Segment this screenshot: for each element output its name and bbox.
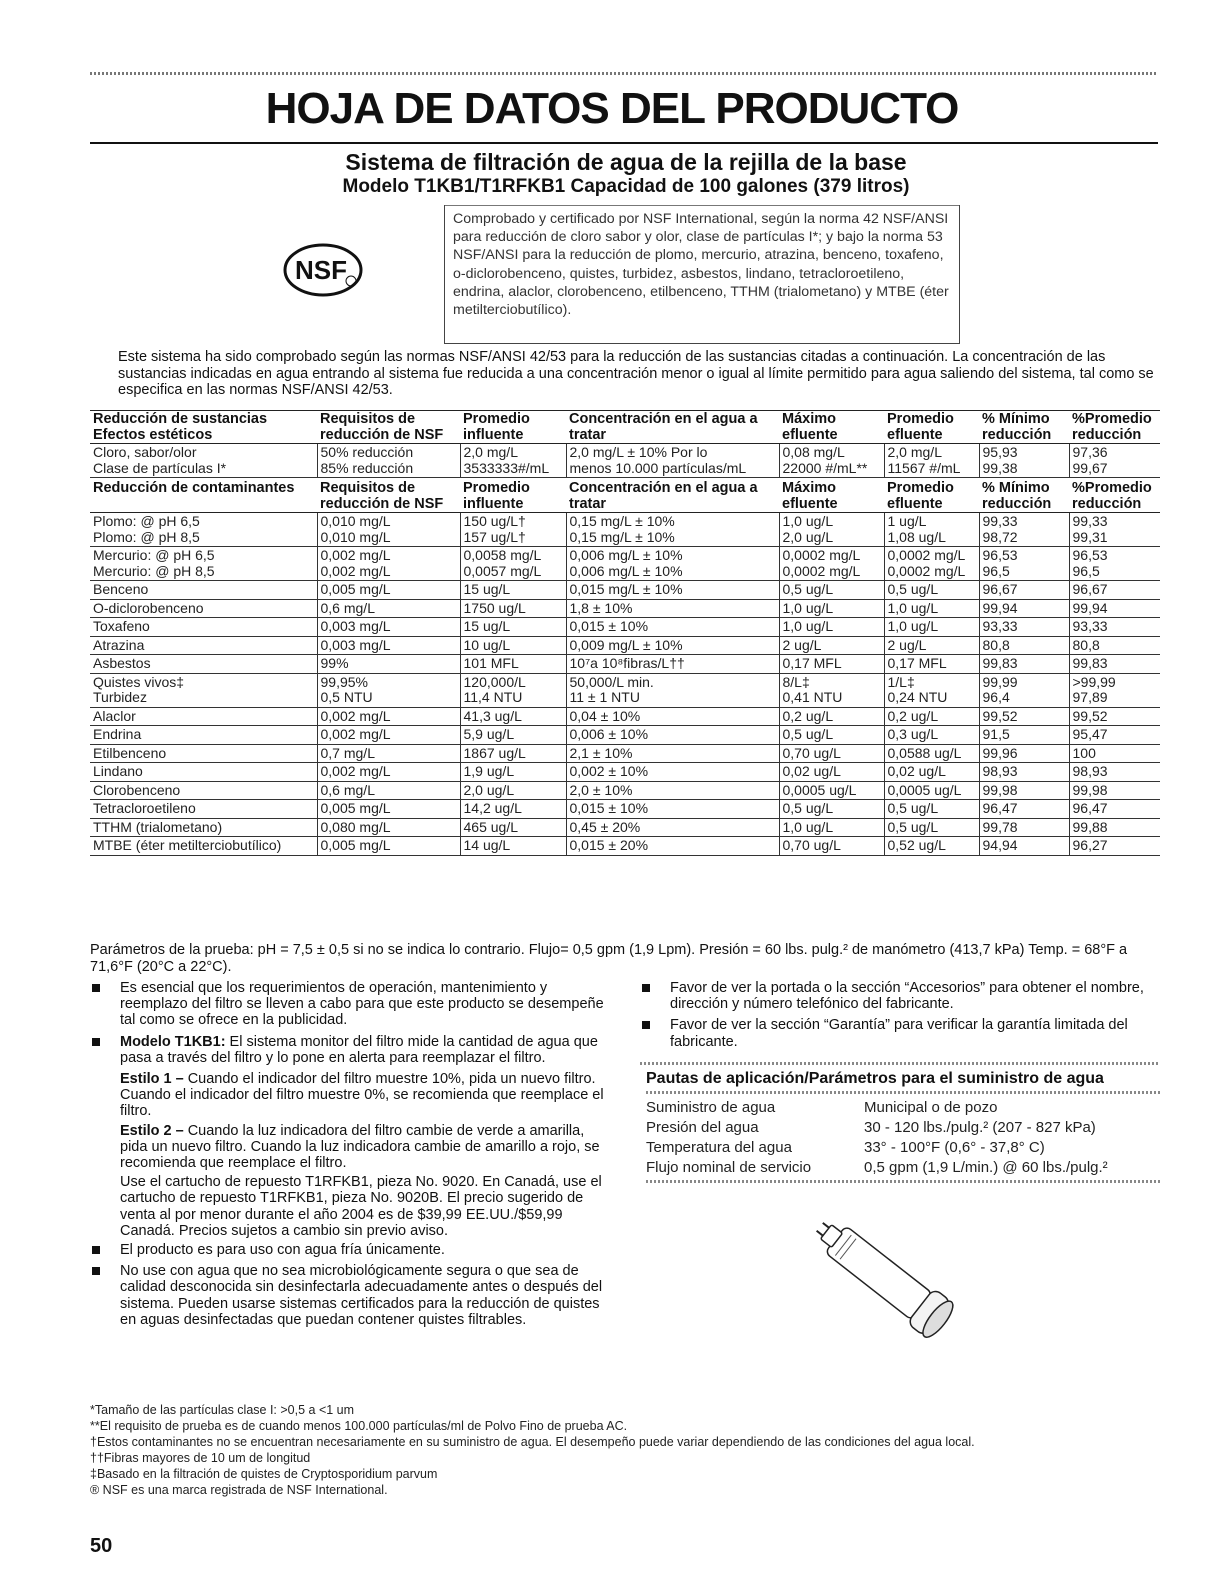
table-cell: Benceno (90, 581, 317, 600)
table-cell: 0,002 mg/L (317, 726, 460, 745)
table-cell: 96,53 96,5 (979, 547, 1069, 581)
table-row (90, 599, 1160, 618)
column-header: Promedio efluente (884, 411, 979, 444)
column-header: Promedio influente (460, 478, 566, 513)
table-cell: 0,2 ug/L (779, 707, 884, 726)
footnote: **El requisito de prueba es de cuando menos 100.000 partículas/ml de Polvo Fino de prueba AC. (90, 1419, 628, 1433)
table-cell: TTHM (trialometano) (90, 818, 317, 837)
table-cell: 0,2 ug/L (884, 707, 979, 726)
table-cell: 0,015 ± 10% (566, 618, 779, 637)
column-header: Promedio influente (460, 411, 566, 444)
column-header: %Promedio reducción (1069, 478, 1160, 513)
table-cell: 0,015 mg/L ± 10% (566, 581, 779, 600)
table-cell: 465 ug/L (460, 818, 566, 837)
table-cell: 14,2 ug/L (460, 800, 566, 819)
table-cell: Clorobenceno (90, 781, 317, 800)
certification-box: Comprobado y certificado por NSF International, según la norma 42 NSF/ANSI para reducción de cloro sabor y olor, clase de partículas I*; y bajo la norma 53 NSF/ANSI para la reducción de plomo, mercurio, atrazina, benceno, toxafeno, o-diclorobenceno, quistes, turbidez, asbestos, lindano, tetracloroetileno, endrina, alaclor, clorobenceno, etilbenceno, TTHM (trialometano) y MTBE (éter metilterciobutílico). (444, 205, 960, 344)
table-row (90, 513, 1160, 547)
table-cell: 1,0 ug/L (884, 599, 979, 618)
table-cell: 14 ug/L (460, 837, 566, 856)
guideline-label: Flujo nominal de servicio (646, 1159, 812, 1177)
column-header: Concentración en el agua a tratar (566, 478, 779, 513)
table-cell: 2 ug/L (884, 636, 979, 655)
table-row (90, 707, 1160, 726)
table-cell: Lindano (90, 763, 317, 782)
bullet-maintenance: Es esencial que los requerimientos de operación, mantenimiento y reemplazo del filtro se lleven a cabo para que este producto se desempeñe tal como se ofrece en la publicidad. (90, 980, 610, 1029)
bullet-warranty: Favor de ver la sección “Garantía” para verificar la garantía limitada del fabricante. (640, 1017, 1160, 1049)
table-cell: 0,5 ug/L (884, 581, 979, 600)
table-cell: 0,002 mg/L 0,002 mg/L (317, 547, 460, 581)
table-cell: MTBE (éter metilterciobutílico) (90, 837, 317, 856)
guideline-row (646, 1118, 1166, 1138)
application-guidelines-title: Pautas de aplicación/Parámetros para el suministro de agua (646, 1069, 1104, 1087)
table-cell: 99,52 (1069, 707, 1160, 726)
table-cell: 10⁷a 10⁸fibras/L†† (566, 655, 779, 674)
table-row (90, 655, 1160, 674)
table-row (90, 781, 1160, 800)
table-cell: 99,33 98,72 (979, 513, 1069, 547)
table-cell: 0,015 ± 20% (566, 837, 779, 856)
guideline-label: Suministro de agua (646, 1099, 776, 1117)
table-cell: 0,5 ug/L (884, 818, 979, 837)
column-header: % Mínimo reducción (979, 478, 1069, 513)
column-header: Requisitos de reducción de NSF (317, 478, 460, 513)
table-row (90, 673, 1160, 707)
guideline-value: 33° - 100°F (0,6° - 37,8° C) (864, 1139, 1045, 1157)
table-cell: Etilbenceno (90, 744, 317, 763)
table-cell: 1,0 ug/L (779, 618, 884, 637)
table-cell: 0,0058 mg/L 0,0057 mg/L (460, 547, 566, 581)
table-cell: 0,6 mg/L (317, 599, 460, 618)
table-cell: 0,0002 mg/L 0,0002 mg/L (779, 547, 884, 581)
table-cell: 0,002 mg/L (317, 707, 460, 726)
table-cell: 50,000/L min. 11 ± 1 NTU (566, 673, 779, 707)
table-cell: 1,0 ug/L (779, 599, 884, 618)
footnote: ® NSF es una marca registrada de NSF International. (90, 1483, 388, 1497)
column-header: Reducción de contaminantes (90, 478, 317, 513)
column-header: Concentración en el agua a tratar (566, 411, 779, 444)
table-cell: 98,93 (979, 763, 1069, 782)
column-header: Máximo efluente (779, 478, 884, 513)
model-line: Modelo T1KB1/T1RFKB1 Capacidad de 100 galones (379 litros) (342, 176, 910, 197)
table-cell: 0,0002 mg/L 0,0002 mg/L (884, 547, 979, 581)
table-cell: 96,47 (1069, 800, 1160, 819)
table-cell: 96,67 (1069, 581, 1160, 600)
table-cell: 100 (1069, 744, 1160, 763)
table-cell: Atrazina (90, 636, 317, 655)
table-cell: 91,5 (979, 726, 1069, 745)
table-cell: 99,94 (979, 599, 1069, 618)
table-cell: 1,8 ± 10% (566, 599, 779, 618)
guideline-value: 0,5 gpm (1,9 L/min.) @ 60 lbs./pulg.² (864, 1159, 1108, 1177)
table-cell: 0,5 ug/L (884, 800, 979, 819)
table-row (90, 444, 1160, 478)
title-rule (90, 142, 1158, 144)
table-cell: 0,002 ± 10% (566, 763, 779, 782)
page-number: 50 (90, 1535, 113, 1557)
table-cell: Mercurio: @ pH 6,5 Mercurio: @ pH 8,5 (90, 547, 317, 581)
table-cell: 0,006 ± 10% (566, 726, 779, 745)
table-cell: 99,98 (1069, 781, 1160, 800)
footnote: ††Fibras mayores de 10 um de longitud (90, 1451, 311, 1465)
table-cell: 2,0 ± 10% (566, 781, 779, 800)
table-cell: 80,8 (979, 636, 1069, 655)
product-subtitle: Sistema de filtración de agua de la rejilla de la base (345, 149, 907, 175)
table-cell: 0,3 ug/L (884, 726, 979, 745)
guideline-label: Presión del agua (646, 1119, 759, 1137)
table-cell: 0,6 mg/L (317, 781, 460, 800)
table-row (90, 744, 1160, 763)
right-column (640, 980, 1160, 1183)
table-cell: 1750 ug/L (460, 599, 566, 618)
table-cell: 96,27 (1069, 837, 1160, 856)
column-header: Reducción de sustancias Efectos estéticos (90, 411, 317, 444)
table-row (90, 837, 1160, 856)
table-cell: 0,005 mg/L (317, 800, 460, 819)
table-row (90, 547, 1160, 581)
guideline-value: Municipal o de pozo (864, 1099, 998, 1117)
filter-cartridge-illustration (800, 1203, 980, 1368)
table-cell: >99,99 97,89 (1069, 673, 1160, 707)
table-cell: 96,53 96,5 (1069, 547, 1160, 581)
bullet-microbiological: No use con agua que no sea microbiológicamente segura o que sea de calidad desconocida sin desinfectarla adecuadamente antes o después del sistema. Pueden usarse sistemas certificados para la reducción de quistes en aguas desinfectadas que puedan contener quistes filtrables. (90, 1263, 610, 1328)
table-cell: 41,3 ug/L (460, 707, 566, 726)
table-cell: 0,010 mg/L 0,010 mg/L (317, 513, 460, 547)
table-cell: 99,98 (979, 781, 1069, 800)
table-cell: 96,47 (979, 800, 1069, 819)
table-cell: 120,000/L 11,4 NTU (460, 673, 566, 707)
table-cell: 0,7 mg/L (317, 744, 460, 763)
column-header: Requisitos de reducción de NSF (317, 411, 460, 444)
style-2-text: Estilo 2 – Cuando la luz indicadora del filtro cambie de verde a amarilla, pida un nuevo filtro. Cuando la luz indicadora cambie de amarillo a rojo, se recomienda que reemplace el filtro. (120, 1122, 600, 1172)
column-header: Promedio efluente (884, 478, 979, 513)
table-cell: 0,003 mg/L (317, 636, 460, 655)
table-cell: 93,33 (979, 618, 1069, 637)
table-cell: 0,08 mg/L 22000 #/mL** (779, 444, 884, 478)
column-header: %Promedio reducción (1069, 411, 1160, 444)
table-cell: 94,94 (979, 837, 1069, 856)
guideline-value: 30 - 120 lbs./pulg.² (207 - 827 kPa) (864, 1119, 1096, 1137)
table-row (90, 618, 1160, 637)
table-cell: Toxafeno (90, 618, 317, 637)
table-cell: 1,9 ug/L (460, 763, 566, 782)
table-cell: 0,17 MFL (884, 655, 979, 674)
table-cell: 1/L‡ 0,24 NTU (884, 673, 979, 707)
table-cell: Cloro, sabor/olor Clase de partículas I* (90, 444, 317, 478)
table-cell: 0,52 ug/L (884, 837, 979, 856)
table-cell: 99% (317, 655, 460, 674)
guidelines-bottom-rule (646, 1180, 1160, 1183)
table-cell: 0,005 mg/L (317, 581, 460, 600)
table-cell: 99,96 (979, 744, 1069, 763)
table-cell: Tetracloroetileno (90, 800, 317, 819)
table-cell: 0,0005 ug/L (884, 781, 979, 800)
table-cell: Quistes vivos‡ Turbidez (90, 673, 317, 707)
table-row (90, 818, 1160, 837)
table-cell: 15 ug/L (460, 581, 566, 600)
replacement-cartridge-text: Use el cartucho de repuesto T1RFKB1, pieza No. 9020. En Canadá, use el cartucho de repuesto T1RFKB1, pieza No. 9020B. El precio sugerido de venta al por menor durante el año 2004 es de $39,99 EE.UU./$59,99 Canadá. Precios sujetos a cambio sin previo aviso. (120, 1174, 602, 1239)
table-cell: 150 ug/L† 157 ug/L† (460, 513, 566, 547)
table-row (90, 763, 1160, 782)
footnote: †Estos contaminantes no se encuentran necesariamente en su suministro de agua. El desempeño puede variar dependiendo de las condiciones del agua local. (90, 1435, 975, 1449)
table-cell: 1,0 ug/L (884, 618, 979, 637)
test-parameters: Parámetros de la prueba: pH = 7,5 ± 0,5 si no se indica lo contrario. Flujo= 0,5 gpm (1,9 Lpm). Presión = 60 lbs. pulg.² de manómetro (413,7 kPa) Temp. = 68°F a 71,6°F (20°C a 22°C). (90, 942, 1128, 975)
table-row (90, 581, 1160, 600)
table-cell: 0,080 mg/L (317, 818, 460, 837)
footnotes (90, 1402, 1170, 1498)
nsf-logo (283, 243, 363, 297)
guidelines-top-rule (640, 1062, 1160, 1065)
table-cell: 0,5 ug/L (779, 726, 884, 745)
table-cell: 96,67 (979, 581, 1069, 600)
table-cell: O-diclorobenceno (90, 599, 317, 618)
nsf-logo-text: NSF (295, 255, 347, 285)
table-cell: 0,70 ug/L (779, 837, 884, 856)
table-cell: 95,93 99,38 (979, 444, 1069, 478)
table-cell: 0,15 mg/L ± 10% 0,15 mg/L ± 10% (566, 513, 779, 547)
table-cell: 1 ug/L 1,08 ug/L (884, 513, 979, 547)
table-cell: 2 ug/L (779, 636, 884, 655)
table-cell: 2,0 mg/L 3533333#/mL (460, 444, 566, 478)
footnote: *Tamaño de las partículas clase I: >0,5 a <1 um (90, 1403, 355, 1417)
table-cell: 8/L‡ 0,41 NTU (779, 673, 884, 707)
guideline-row (646, 1098, 1166, 1118)
column-header: % Mínimo reducción (979, 411, 1069, 444)
table-cell: 97,36 99,67 (1069, 444, 1160, 478)
table-row (90, 800, 1160, 819)
guideline-label: Temperatura del agua (646, 1139, 792, 1157)
table-cell: 0,005 mg/L (317, 837, 460, 856)
bullet-model-monitor: Modelo T1KB1: El sistema monitor del filtro mide la cantidad de agua que pasa a través del filtro y lo pone en alerta para reemplazar el filtro. (90, 1034, 610, 1066)
table-cell: 0,17 MFL (779, 655, 884, 674)
table-cell: Plomo: @ pH 6,5 Plomo: @ pH 8,5 (90, 513, 317, 547)
performance-data-table (90, 410, 1160, 856)
table-cell: 5,9 ug/L (460, 726, 566, 745)
bullet-cold-water: El producto es para uso con agua fría únicamente. (90, 1242, 610, 1258)
table-cell: 0,5 ug/L (779, 800, 884, 819)
table-cell: Asbestos (90, 655, 317, 674)
application-guidelines-table (646, 1098, 1166, 1178)
table-cell: 99,94 (1069, 599, 1160, 618)
table-cell: 0,006 mg/L ± 10% 0,006 mg/L ± 10% (566, 547, 779, 581)
table-cell: 99,83 (979, 655, 1069, 674)
table-cell: 0,02 ug/L (779, 763, 884, 782)
bullet-manufacturer-info: Favor de ver la portada o la sección “Accesorios” para obtener el nombre, dirección y número telefónico del fabricante. (640, 980, 1160, 1012)
table-cell: 1,0 ug/L (779, 818, 884, 837)
table-row (90, 636, 1160, 655)
table-cell: 0,003 mg/L (317, 618, 460, 637)
table-cell: 50% reducción 85% reducción (317, 444, 460, 478)
table-cell: 2,0 mg/L ± 10% Por lo menos 10.000 partículas/mL (566, 444, 779, 478)
table-cell: Endrina (90, 726, 317, 745)
table-cell: 2,0 ug/L (460, 781, 566, 800)
table-cell: 99,33 99,31 (1069, 513, 1160, 547)
footnote: ‡Basado en la filtración de quistes de Cryptosporidium parvum (90, 1467, 438, 1481)
table-cell: 0,015 ± 10% (566, 800, 779, 819)
table-cell: 99,83 (1069, 655, 1160, 674)
table-cell: 101 MFL (460, 655, 566, 674)
table-cell: 1867 ug/L (460, 744, 566, 763)
table-cell: 0,02 ug/L (884, 763, 979, 782)
aesthetic-rows (90, 444, 1160, 478)
table-cell: 98,93 (1069, 763, 1160, 782)
table-cell: 99,95% 0,5 NTU (317, 673, 460, 707)
table-cell: 0,0005 ug/L (779, 781, 884, 800)
table-cell: 2,0 mg/L 11567 #/mL (884, 444, 979, 478)
table-cell: 99,78 (979, 818, 1069, 837)
style-1-text: Estilo 1 – Cuando el indicador del filtro muestre 10%, pida un nuevo filtro. Cuando el indicador del filtro muestre 0%, se recomienda que reemplace el filtro. (120, 1071, 604, 1120)
table-cell: Alaclor (90, 707, 317, 726)
table-cell: 1,0 ug/L 2,0 ug/L (779, 513, 884, 547)
table-row (90, 726, 1160, 745)
table-header-contaminants (90, 478, 1160, 513)
table-cell: 99,99 96,4 (979, 673, 1069, 707)
page-title: HOJA DE DATOS DEL PRODUCTO (265, 84, 959, 133)
table-cell: 10 ug/L (460, 636, 566, 655)
guideline-row (646, 1138, 1166, 1158)
table-cell: 0,70 ug/L (779, 744, 884, 763)
top-dotted-rule (90, 72, 1158, 75)
table-cell: 0,0588 ug/L (884, 744, 979, 763)
table-cell: 0,45 ± 20% (566, 818, 779, 837)
left-column (90, 980, 610, 1333)
table-cell: 93,33 (1069, 618, 1160, 637)
table-cell: 80,8 (1069, 636, 1160, 655)
guidelines-mid-rule (646, 1091, 1160, 1094)
intro-paragraph: Este sistema ha sido comprobado según las normas NSF/ANSI 42/53 para la reducción de las sustancias citadas a continuación. La concentración de las sustancias indicadas en agua entrando al sistema fue reducida a una concentración menor o igual al límite permitido para agua saliendo del sistema, tal como se especifica en las normas NSF/ANSI 42/53. (118, 349, 1154, 398)
column-header: Máximo efluente (779, 411, 884, 444)
table-cell: 0,5 ug/L (779, 581, 884, 600)
table-cell: 95,47 (1069, 726, 1160, 745)
table-cell: 0,04 ± 10% (566, 707, 779, 726)
table-cell: 0,002 mg/L (317, 763, 460, 782)
guideline-row (646, 1158, 1166, 1178)
contaminant-rows (90, 513, 1160, 856)
table-header-aesthetic (90, 411, 1160, 444)
table-cell: 99,52 (979, 707, 1069, 726)
table-cell: 0,009 mg/L ± 10% (566, 636, 779, 655)
table-cell: 15 ug/L (460, 618, 566, 637)
table-cell: 2,1 ± 10% (566, 744, 779, 763)
table-cell: 99,88 (1069, 818, 1160, 837)
